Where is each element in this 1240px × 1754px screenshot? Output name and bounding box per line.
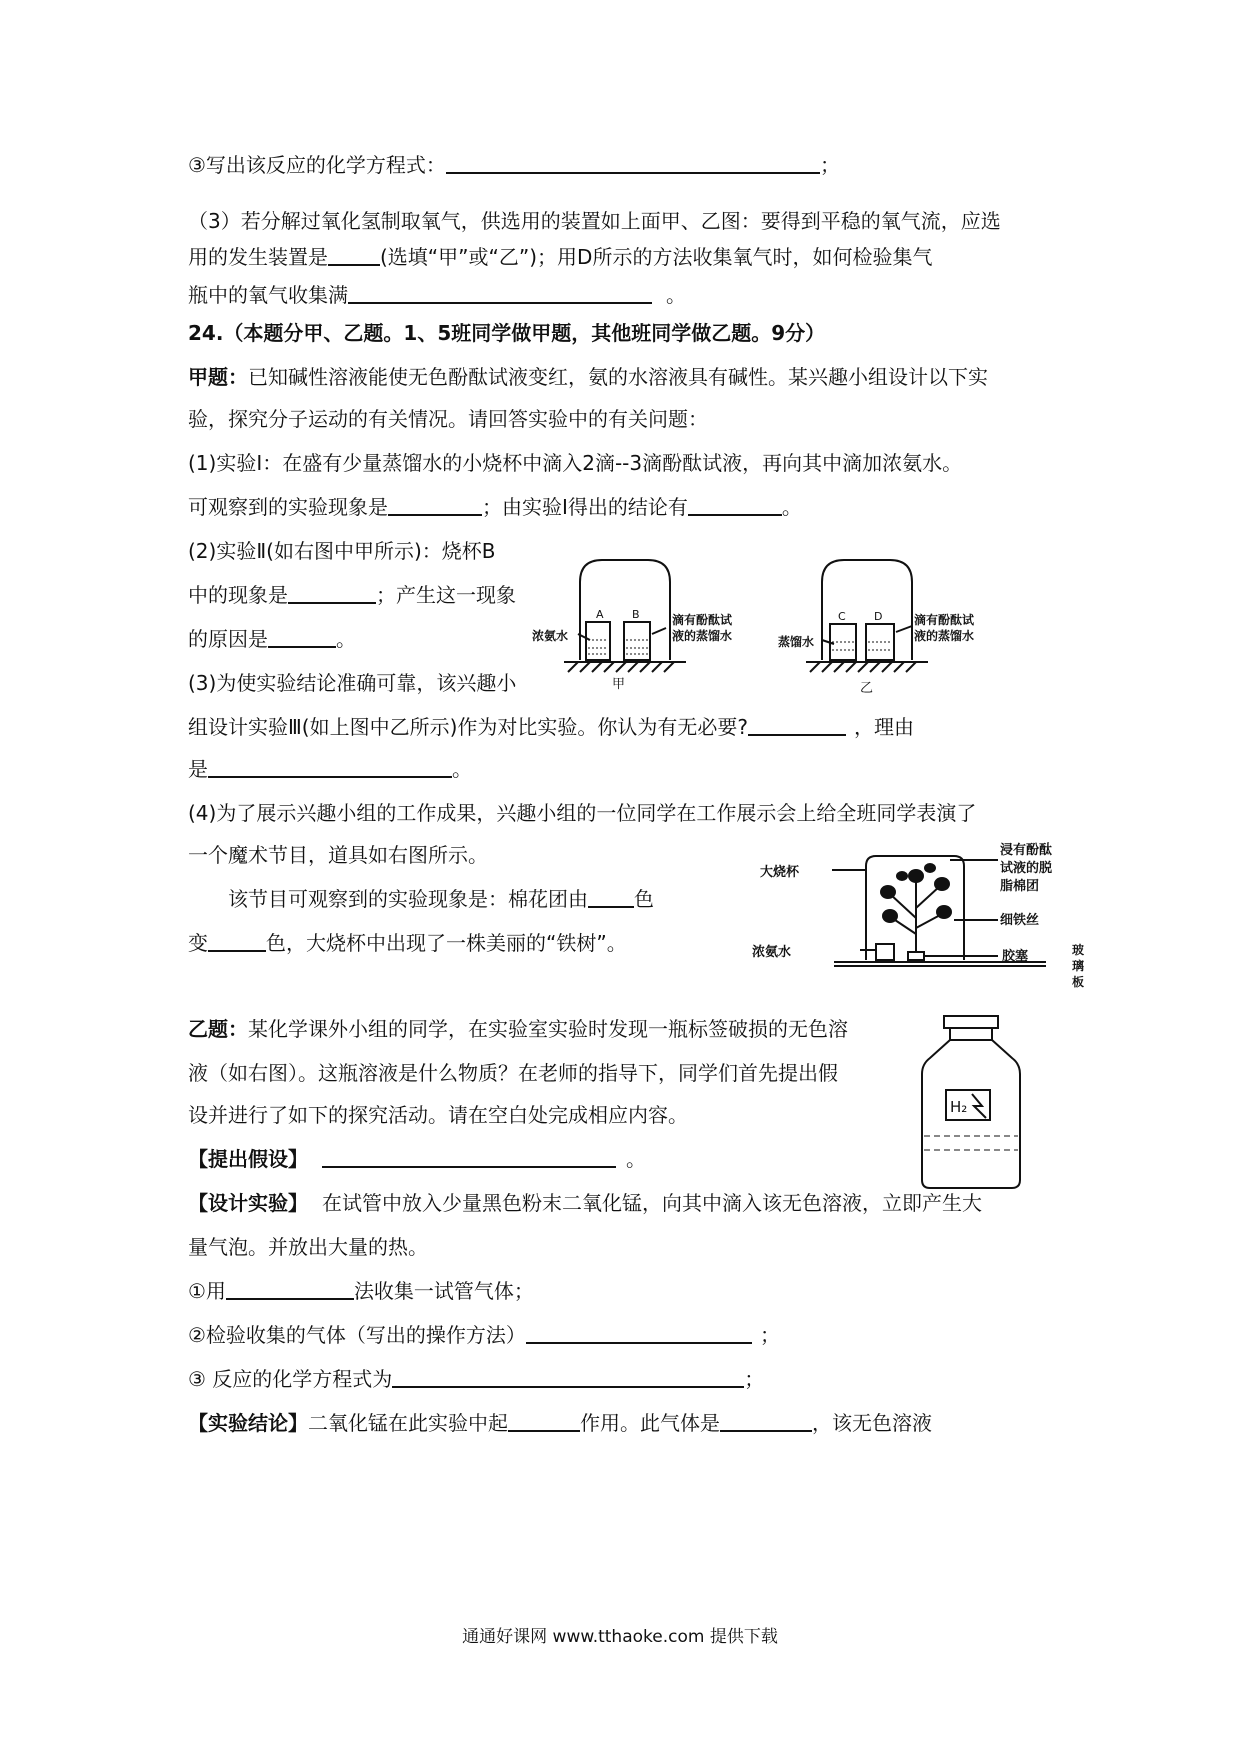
- answer-blank[interactable]: [720, 1410, 812, 1432]
- text: 24.（本题分甲、乙题。1、5班同学做甲题，其他班同学做乙题。9分）: [188, 321, 826, 345]
- text: ，该无色溶液: [812, 1411, 932, 1435]
- answer-blank[interactable]: [208, 756, 452, 778]
- text: ；: [744, 1367, 765, 1391]
- beaker-c-label: C: [838, 610, 846, 623]
- conclusion-label: 【实验结论】: [188, 1411, 308, 1435]
- iron-wire-label: 细铁丝: [1000, 913, 1040, 928]
- text: 设并进行了如下的探究活动。请在空白处完成相应内容。: [188, 1103, 688, 1127]
- text: 一个魔术节目，道具如右图所示。: [188, 843, 488, 867]
- text: 。: [666, 283, 686, 307]
- yi-intro-line-3: [188, 1102, 688, 1128]
- concentrated-ammonia-label: 浓氨水: [532, 629, 569, 643]
- glass-plate-label-2: 璃: [1072, 959, 1085, 973]
- beaker-a-label: A: [596, 608, 604, 621]
- text: （3）若分解过氧化氢制取氧气，供选用的装置如上面甲、乙图：要得到平稳的氧气流，应选: [188, 209, 1001, 233]
- answer-blank[interactable]: [392, 1366, 744, 1388]
- part-4-line-3: [228, 886, 654, 912]
- beaker-d-label: D: [874, 610, 883, 623]
- distilled-water-label: 蒸馏水: [778, 635, 815, 649]
- experiment-3-line-3: [188, 756, 472, 782]
- text: 作用。此气体是: [580, 1411, 720, 1435]
- design-line-1: [188, 1190, 982, 1216]
- text: 。: [336, 627, 356, 651]
- text: 色: [634, 887, 654, 911]
- text: (3)为使实验结论准确可靠，该兴趣小: [188, 671, 517, 695]
- answer-blank[interactable]: [388, 494, 482, 516]
- answer-blank[interactable]: [588, 886, 634, 908]
- answer-blank[interactable]: [288, 582, 376, 604]
- text: 。: [452, 757, 472, 781]
- text: ②检验收集的气体（写出的操作方法）: [188, 1323, 526, 1347]
- step-1-line: [188, 1278, 534, 1304]
- text: 法收集一试管气体；: [353, 1279, 534, 1303]
- text: (1)实验Ⅰ：在盛有少量蒸馏水的小烧杯中滴入2滴--3滴酚酞试液，再向其中滴加浓氨水。: [188, 451, 963, 475]
- text: 是: [188, 757, 208, 781]
- text: ，理由: [854, 715, 915, 739]
- experiment-2-line-3: [188, 626, 356, 652]
- answer-blank[interactable]: [446, 152, 820, 174]
- yi-intro-line-1: [188, 1016, 848, 1042]
- text: 用的发生装置是: [188, 245, 328, 269]
- rubber-stopper-label: 胶塞: [1002, 949, 1029, 964]
- cotton-label-1: 浸有酚酞: [1000, 843, 1053, 858]
- reagent-bottle-figure: [916, 1010, 1026, 1194]
- text: 的原因是: [188, 627, 268, 651]
- part-4-line-2: [188, 842, 488, 868]
- text: 组设计实验Ⅲ(如上图中乙所示)作为对比实验。你认为有无必要?: [188, 715, 749, 739]
- experiment-1-answer-line: [188, 494, 802, 520]
- text: ；产生这一现象: [376, 583, 516, 607]
- hypothesis-line: [188, 1146, 646, 1172]
- question-24-heading: [188, 320, 825, 346]
- jia-intro-line-2: [188, 406, 708, 432]
- glass-plate-label-3: 板: [1072, 975, 1085, 989]
- text: 某化学课外小组的同学，在实验室实验时发现一瓶标签破损的无色溶: [248, 1017, 848, 1041]
- text: 变: [188, 931, 208, 955]
- answer-blank[interactable]: [526, 1322, 752, 1344]
- part-4-line-4: [188, 930, 627, 956]
- step-3-line: [188, 1366, 764, 1392]
- answer-blank[interactable]: [322, 1146, 616, 1168]
- yi-label: 乙题：: [188, 1017, 248, 1041]
- beaker-experiment-figure: [532, 548, 1020, 708]
- text: ；: [759, 1323, 780, 1347]
- text: 。: [781, 495, 802, 519]
- text: 色，大烧杯中出现了一株美丽的“铁树”。: [266, 931, 627, 955]
- hypothesis-label: 【提出假设】: [188, 1147, 308, 1171]
- answer-blank[interactable]: [268, 626, 336, 648]
- cotton-label-2: 试液的脱: [1000, 861, 1053, 876]
- conclusion-line: [188, 1410, 932, 1436]
- page-footer: 通通好课网 www.tthaoke.com 提供下载: [462, 1627, 778, 1647]
- text: 。: [626, 1147, 646, 1171]
- answer-blank[interactable]: [328, 244, 380, 266]
- iron-tree-figure: [752, 838, 1100, 989]
- ammonia-label: 浓氨水: [752, 945, 792, 960]
- text: 瓶中的氧气收集满: [188, 283, 348, 307]
- phenolphthalein-water-label-2: 液的蒸馏水: [672, 629, 733, 643]
- text: (2)实验Ⅱ(如右图中甲所示)：烧杯B: [188, 539, 496, 563]
- text: (4)为了展示兴趣小组的工作成果，兴趣小组的一位同学在工作展示会上给全班同学表演了: [188, 801, 977, 825]
- text: ；由实验Ⅰ得出的结论有: [482, 495, 688, 519]
- part-3-line-2: [188, 244, 932, 270]
- figure-jia-caption: 甲: [612, 677, 626, 692]
- question-3-equation-line: [188, 152, 840, 178]
- jia-intro-line-1: [188, 364, 988, 390]
- figure-yi-caption: 乙: [860, 681, 874, 696]
- design-label: 【设计实验】: [188, 1191, 308, 1215]
- answer-blank[interactable]: [208, 930, 266, 952]
- answer-blank[interactable]: [508, 1410, 580, 1432]
- text: 该节目可观察到的实验现象是：棉花团由: [228, 887, 588, 911]
- phenolphthalein-water-label-4: 液的蒸馏水: [914, 629, 975, 643]
- cotton-label-3: 脂棉团: [1000, 879, 1040, 894]
- text: 二氧化锰在此实验中起: [308, 1411, 508, 1435]
- experiment-1-line: [188, 450, 962, 476]
- part-4-line-1: [188, 800, 976, 826]
- yi-intro-line-2: [188, 1060, 838, 1086]
- phenolphthalein-water-label-1: 滴有酚酞试: [672, 613, 733, 627]
- beaker-b-label: B: [632, 608, 640, 621]
- text: ③ 反应的化学方程式为: [188, 1367, 393, 1391]
- text: ①用: [188, 1279, 226, 1303]
- glass-plate-label-1: 玻: [1072, 943, 1085, 957]
- large-beaker-label: 大烧杯: [760, 865, 800, 880]
- answer-blank[interactable]: [348, 282, 652, 304]
- text: 液（如右图）。这瓶溶液是什么物质？在老师的指导下，同学们首先提出假: [188, 1061, 838, 1085]
- phenolphthalein-water-label-3: 滴有酚酞试: [914, 613, 975, 627]
- text: ；: [819, 153, 840, 177]
- text: ③写出该反应的化学方程式：: [188, 153, 446, 177]
- experiment-3-line-1: [188, 670, 516, 696]
- bottle-label: H₂: [950, 1098, 968, 1116]
- experiment-2-line-1: [188, 538, 496, 564]
- answer-blank[interactable]: [226, 1278, 354, 1300]
- text: 量气泡。并放出大量的热。: [188, 1235, 428, 1259]
- answer-blank[interactable]: [688, 494, 782, 516]
- text: 在试管中放入少量黑色粉末二氧化锰，向其中滴入该无色溶液，立即产生大: [322, 1191, 982, 1215]
- text: (选填“甲”或“乙”)；用D所示的方法收集氧气时，如何检验集气: [380, 245, 933, 269]
- answer-blank[interactable]: [748, 714, 846, 736]
- text: 已知碱性溶液能使无色酚酞试液变红，氨的水溶液具有碱性。某兴趣小组设计以下实: [248, 365, 988, 389]
- design-line-2: [188, 1234, 428, 1260]
- part-3-line-3: [188, 282, 686, 308]
- experiment-3-line-2: [188, 714, 914, 740]
- part-3-line-1: [188, 208, 1001, 234]
- text: 中的现象是: [188, 583, 288, 607]
- experiment-2-line-2: [188, 582, 516, 608]
- text: 可观察到的实验现象是: [188, 495, 388, 519]
- step-2-line: [188, 1322, 780, 1348]
- text: 验，探究分子运动的有关情况。请回答实验中的有关问题：: [188, 407, 708, 431]
- jia-label: 甲题：: [188, 365, 248, 389]
